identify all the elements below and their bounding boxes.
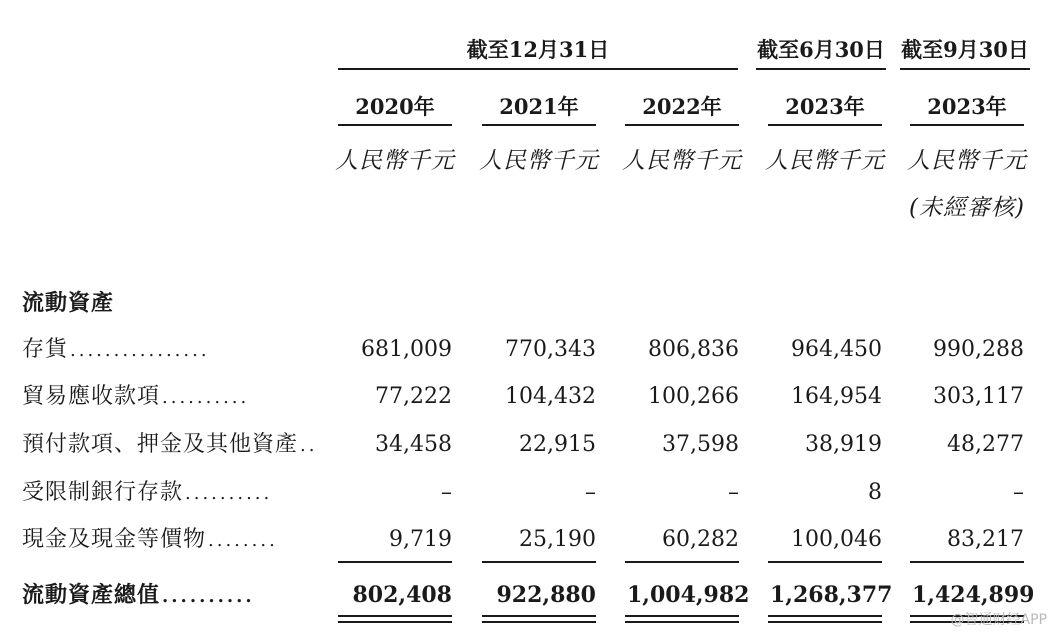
unit-header-col2: 人民幣千元 (479, 148, 599, 174)
rule-group-jun30 (756, 68, 886, 70)
value-restricted-deposits-2021: – (585, 480, 596, 505)
value-cash-2022: 60,282 (662, 527, 739, 552)
value-cash-2021: 25,190 (519, 527, 596, 552)
value-trade-receivables-2020: 77,222 (375, 384, 452, 409)
value-prepayments-2020: 34,458 (375, 432, 452, 457)
value-restricted-deposits-2023-sep: – (1013, 480, 1024, 505)
double-rule-bottom-col4 (768, 621, 882, 623)
rule-subtotal-col5 (910, 561, 1024, 563)
year-header-col2: 2021年 (499, 94, 579, 119)
value-restricted-deposits-2020: – (441, 480, 452, 505)
value-total-2022: 1,004,982 (627, 582, 750, 608)
value-total-2023-jun: 1,268,377 (770, 582, 893, 608)
header-group-dec31: 截至12月31日 (466, 37, 610, 62)
double-rule-top-col1 (338, 615, 452, 617)
value-total-2021: 922,880 (496, 582, 596, 608)
value-trade-receivables-2023-sep: 303,117 (933, 384, 1024, 409)
unit-header-col3: 人民幣千元 (622, 148, 742, 174)
value-prepayments-2021: 22,915 (519, 432, 596, 457)
value-total-2023-sep: 1,424,899 (912, 582, 1035, 608)
value-trade-receivables-2022: 100,266 (648, 384, 739, 409)
year-header-col5: 2023年 (927, 94, 1007, 119)
rule-group-dec31 (338, 68, 738, 70)
value-prepayments-2022: 37,598 (662, 432, 739, 457)
double-rule-top-col4 (768, 615, 882, 617)
rule-subtotal-col4 (768, 561, 882, 563)
rule-year-col3 (625, 124, 739, 126)
value-inventory-2020: 681,009 (361, 337, 452, 362)
value-restricted-deposits-2022: – (728, 480, 739, 505)
rule-subtotal-col3 (625, 561, 739, 563)
unit-header-col5: 人民幣千元 (907, 148, 1027, 174)
rule-year-col4 (768, 124, 882, 126)
value-prepayments-2023-jun: 38,919 (805, 432, 882, 457)
header-group-sep30: 截至9月30日 (901, 37, 1029, 62)
value-trade-receivables-2023-jun: 164,954 (791, 384, 882, 409)
value-inventory-2022: 806,836 (648, 337, 739, 362)
rule-year-col5 (910, 124, 1024, 126)
row-label-inventory: 存貨 ................ (22, 337, 210, 362)
unaudited-note: (未經審核) (909, 195, 1025, 221)
rule-year-col1 (338, 124, 452, 126)
section-title-current-assets: 流動資產 (22, 290, 115, 316)
value-cash-2023-jun: 100,046 (791, 527, 882, 552)
rule-subtotal-col2 (482, 561, 596, 563)
value-prepayments-2023-sep: 48,277 (947, 432, 1024, 457)
row-label-restricted-deposits: 受限制銀行存款 .......... (22, 480, 273, 505)
double-rule-bottom-col1 (338, 621, 452, 623)
row-label-prepayments: 預付款項、押金及其他資產 .. (22, 432, 318, 457)
value-restricted-deposits-2023-jun: 8 (868, 480, 882, 505)
double-rule-bottom-col2 (482, 621, 596, 623)
value-cash-2023-sep: 83,217 (947, 527, 1024, 552)
rule-group-sep30 (900, 68, 1030, 70)
header-group-jun30: 截至6月30日 (757, 37, 885, 62)
double-rule-top-col2 (482, 615, 596, 617)
unit-header-col4: 人民幣千元 (765, 148, 885, 174)
row-label-cash: 現金及現金等價物 ........ (22, 527, 278, 552)
value-trade-receivables-2021: 104,432 (505, 384, 596, 409)
watermark: @智通财经APP (950, 612, 1047, 628)
year-header-col4: 2023年 (785, 94, 865, 119)
row-label-trade-receivables: 貿易應收款項 .......... (22, 384, 250, 409)
year-header-col3: 2022年 (642, 94, 722, 119)
unit-header-col1: 人民幣千元 (335, 148, 455, 174)
value-inventory-2023-jun: 964,450 (791, 337, 882, 362)
double-rule-bottom-col3 (625, 621, 739, 623)
year-header-col1: 2020年 (355, 94, 435, 119)
row-label-total-current-assets: 流動資產總值 .......... (22, 582, 255, 608)
rule-subtotal-col1 (338, 561, 452, 563)
double-rule-top-col3 (625, 615, 739, 617)
value-inventory-2023-sep: 990,288 (933, 337, 1024, 362)
value-inventory-2021: 770,343 (505, 337, 596, 362)
rule-year-col2 (482, 124, 596, 126)
value-cash-2020: 9,719 (389, 527, 452, 552)
value-total-2020: 802,408 (352, 582, 452, 608)
